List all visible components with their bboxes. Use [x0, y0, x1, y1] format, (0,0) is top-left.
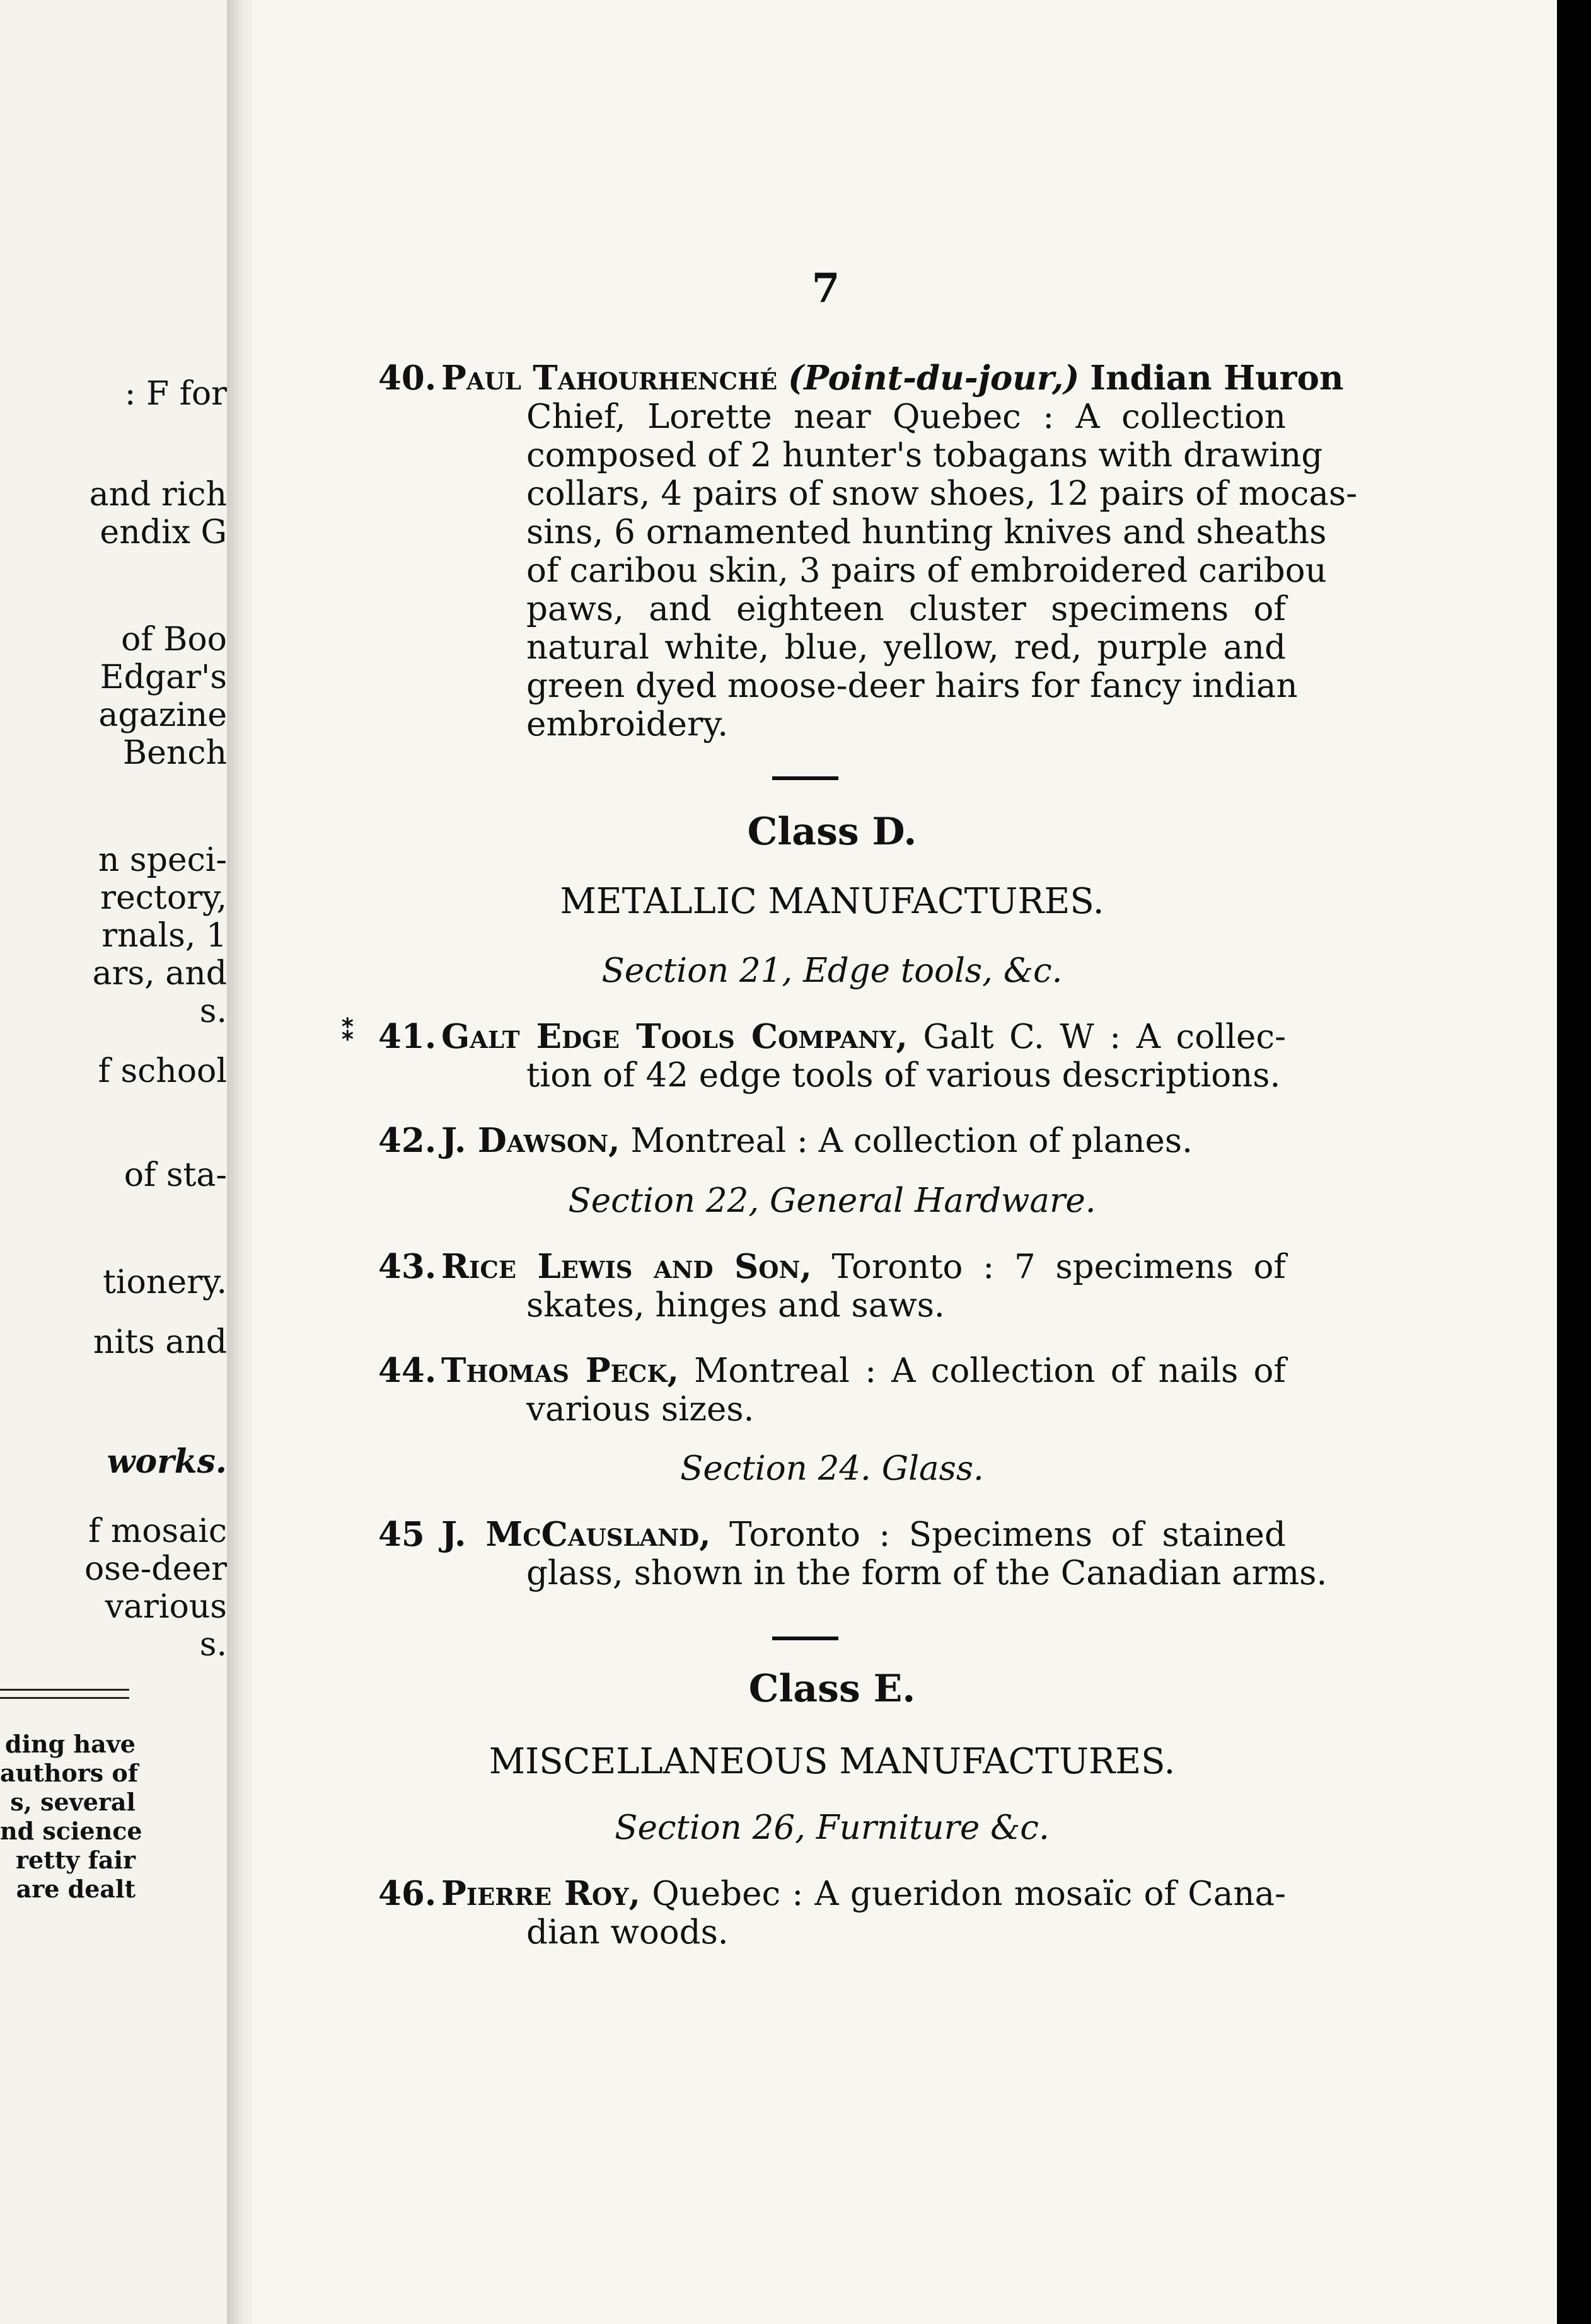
left-footnote-rule: [0, 1689, 129, 1699]
exhibitor-name: Paul Tahourhenché: [441, 359, 778, 398]
entry-number: 41.: [378, 1017, 437, 1056]
exhibitor-name: Rice Lewis and Son,: [441, 1247, 812, 1286]
section-divider: [772, 1637, 838, 1640]
catalog-entry-43: [378, 1248, 1286, 1325]
left-line: works.: [107, 1442, 227, 1481]
book-gutter: [227, 0, 252, 2324]
left-line: nits and: [93, 1323, 227, 1361]
exhibitor-name: Galt Edge Tools Company,: [441, 1017, 908, 1056]
entry-number: 46.: [378, 1874, 437, 1913]
entry-number: 40.: [378, 359, 437, 398]
right-page: [252, 0, 1557, 2324]
left-line: of sta-: [124, 1156, 227, 1194]
left-line: and rich: [89, 476, 227, 514]
entry-number: 42.: [378, 1121, 437, 1160]
section-26-heading: Section 26, Furniture &c.: [615, 1809, 1050, 1847]
margin-mark: ⁑: [340, 1013, 356, 1047]
left-page-fragment: [0, 0, 227, 2324]
catalog-entry-46: [378, 1875, 1286, 1952]
left-line: s.: [199, 992, 227, 1030]
left-line: agazine: [98, 696, 227, 734]
left-footnote-line: authors of: [0, 1759, 139, 1787]
left-line: f mosaic: [88, 1512, 227, 1550]
class-e-title: Class E.: [748, 1667, 916, 1711]
page-number: 7: [811, 265, 840, 312]
exhibitor-alias: (Point-du-jour,): [788, 359, 1080, 398]
exhibitor-name: Pierre Roy,: [441, 1874, 640, 1913]
entry-text: skates, hinges and saws.: [526, 1286, 945, 1325]
catalog-entry-42: [378, 1122, 1286, 1160]
entry-text: Montreal : A collection of planes.: [630, 1122, 1193, 1160]
left-footnote-line: s, several: [10, 1788, 136, 1816]
left-line: s.: [199, 1626, 227, 1664]
entry-text: dian woods.: [526, 1913, 729, 1952]
exhibitor-name: Thomas Peck,: [441, 1351, 679, 1390]
section-22-heading: Section 22, General Hardware.: [568, 1182, 1096, 1220]
catalog-entry-45: [378, 1515, 1328, 1592]
left-line: : F for: [124, 375, 227, 413]
entry-number: 43.: [378, 1247, 437, 1286]
left-line: f school: [98, 1052, 227, 1090]
left-line: various: [105, 1588, 227, 1626]
left-line: Edgar's: [100, 659, 227, 696]
entry-text: embroidery.: [526, 705, 729, 744]
entry-text: Montreal : A collection of nails of: [694, 1352, 1287, 1390]
left-footnote-line: are dealt: [16, 1875, 136, 1903]
left-footnote-line: ding have: [5, 1730, 136, 1758]
entry-text: green dyed moose-deer hairs for fancy indian: [526, 667, 1298, 705]
left-line: Bench: [122, 734, 227, 772]
catalog-entry-41: [378, 1018, 1286, 1095]
entry-text: tion of 42 edge tools of various descriptions.: [526, 1056, 1281, 1095]
section-divider: [772, 776, 838, 780]
entry-text: Chief, Lorette near Quebec : A collection: [526, 398, 1286, 436]
catalog-entry-44: [378, 1352, 1286, 1429]
entry-text: Toronto : 7 specimens of: [831, 1248, 1286, 1286]
entry-text: sins, 6 ornamented hunting knives and sheaths: [526, 513, 1327, 551]
entry-text: glass, shown in the form of the Canadian arms.: [526, 1554, 1328, 1592]
entry-text: Galt C. W : A collec-: [923, 1018, 1286, 1056]
entry-text: Indian Huron: [1090, 359, 1344, 398]
left-line: n speci-: [98, 841, 227, 879]
class-e-subtitle: MISCELLANEOUS MANUFACTURES.: [489, 1741, 1176, 1782]
class-d-title: Class D.: [747, 810, 917, 854]
entry-text: collars, 4 pairs of snow shoes, 12 pairs of mocas-: [526, 475, 1358, 513]
left-footnote-line: retty fair: [15, 1846, 136, 1874]
exhibitor-name: J. McCausland,: [441, 1515, 711, 1554]
entry-number: 44.: [378, 1351, 437, 1390]
left-line: endix G: [100, 514, 227, 551]
entry-text: paws, and eighteen cluster specimens of: [526, 590, 1286, 628]
scan-edge: [1557, 0, 1591, 2324]
left-line: ars, and: [92, 955, 227, 992]
catalog-entry-40: [378, 359, 1358, 744]
left-line: rnals, 1: [101, 917, 227, 955]
entry-text: composed of 2 hunter's tobagans with drawing: [526, 436, 1323, 475]
entry-text: Toronto : Specimens of stained: [729, 1516, 1286, 1554]
exhibitor-name: J. Dawson,: [441, 1121, 620, 1160]
entry-text: various sizes.: [526, 1390, 755, 1429]
left-line: ose-deer: [84, 1550, 227, 1588]
left-line: tionery.: [103, 1263, 227, 1301]
entry-number: 45: [378, 1515, 425, 1554]
section-24-heading: Section 24. Glass.: [680, 1449, 984, 1488]
class-d-subtitle: METALLIC MANUFACTURES.: [560, 881, 1104, 922]
entry-text: of caribou skin, 3 pairs of embroidered caribou: [526, 551, 1327, 590]
entry-text: natural white, blue, yellow, red, purple and: [526, 628, 1286, 667]
entry-text: Quebec : A gueridon mosaïc of Cana-: [652, 1875, 1286, 1913]
left-line: of Boo: [121, 621, 227, 659]
left-footnote-line: nd science: [0, 1817, 142, 1845]
left-line: rectory,: [100, 879, 227, 917]
section-21-heading: Section 21, Edge tools, &c.: [601, 952, 1063, 990]
